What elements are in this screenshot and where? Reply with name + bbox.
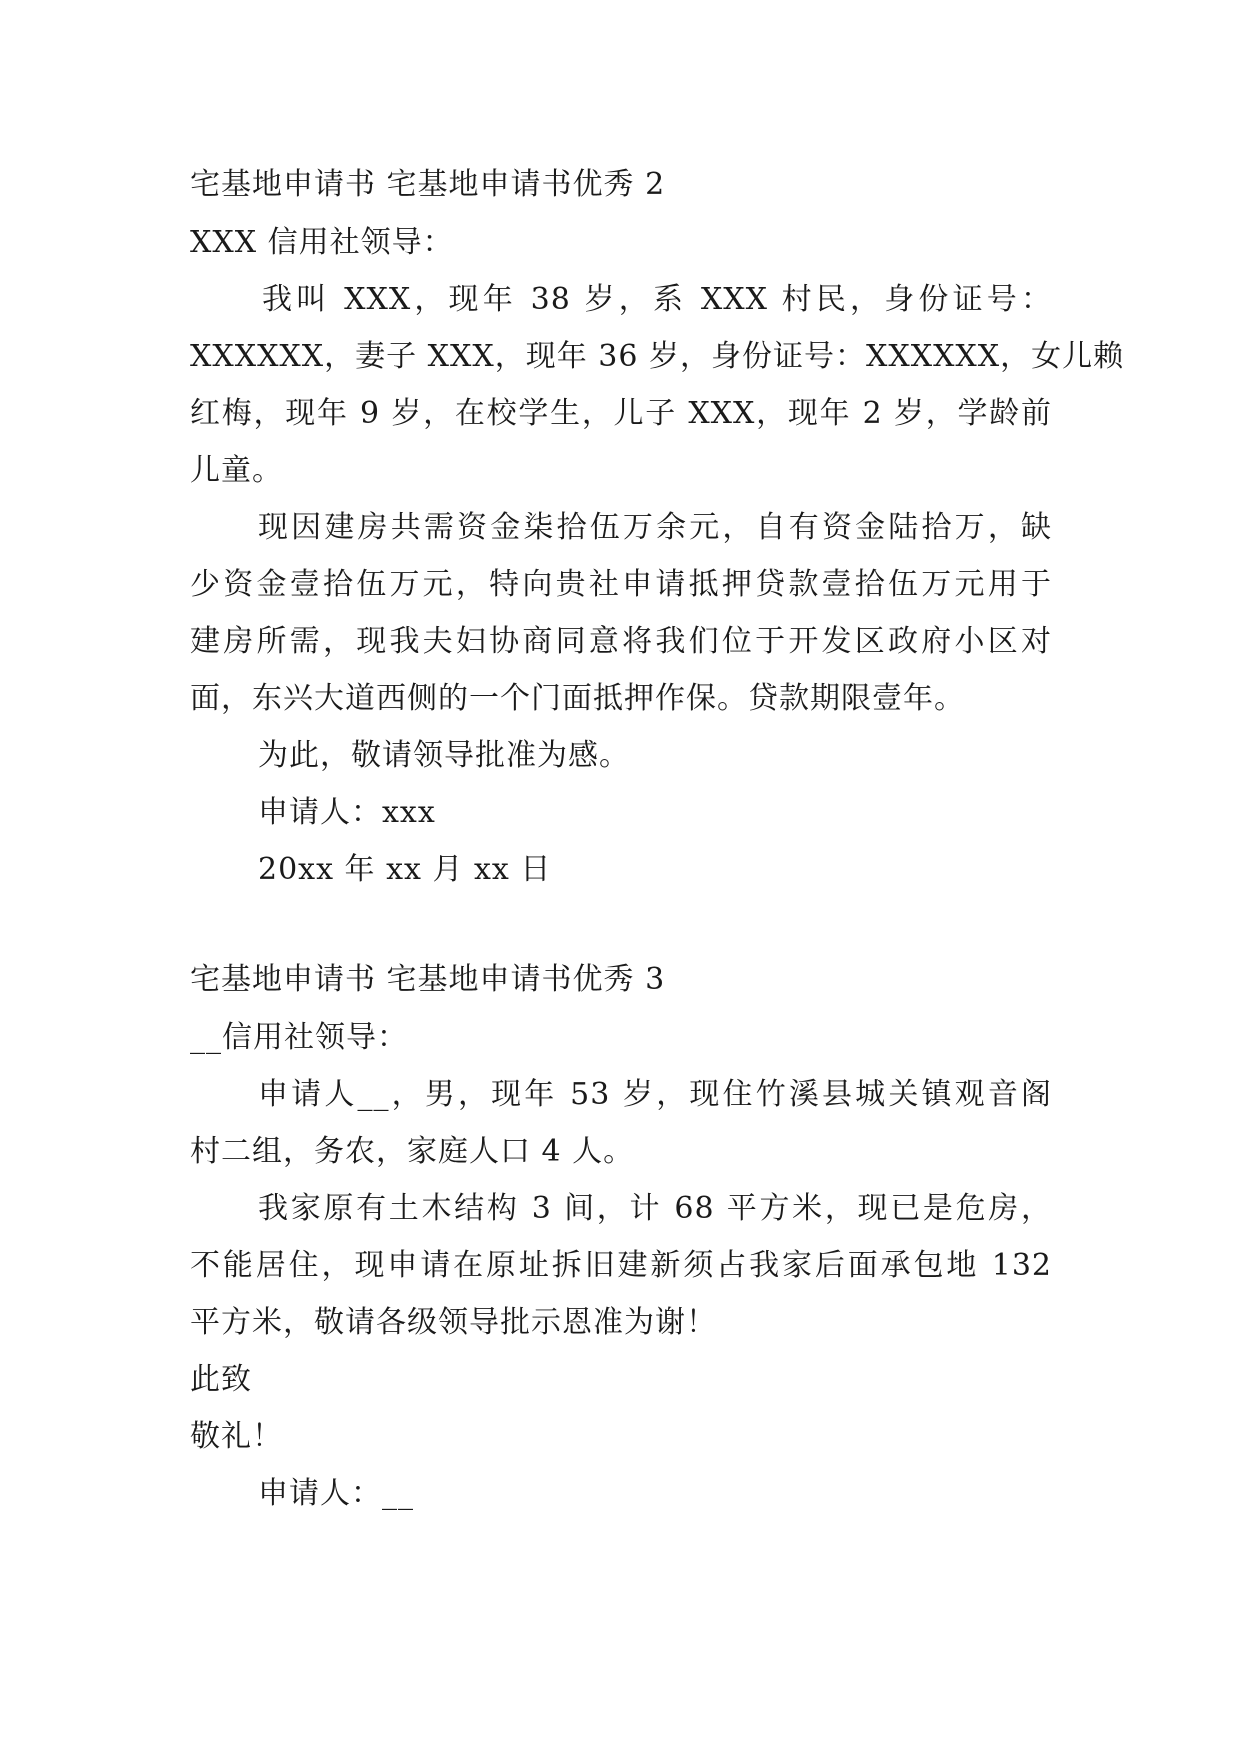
section2-applicant: 申请人：xxx bbox=[258, 795, 436, 830]
section2-salutation: XXX 信用社领导： bbox=[190, 225, 454, 260]
section2-paragraph1-line2: XXXXXX，妻子 XXX，现年 36 岁，身份证号：XXXXXX，女儿赖 bbox=[190, 339, 1125, 374]
section3-paragraph2-line2: 不能居住，现申请在原址拆旧建新须占我家后面承包地 132 bbox=[190, 1248, 1052, 1283]
section2-closing: 为此，敬请领导批准为感。 bbox=[258, 738, 630, 773]
section2-paragraph1-line3: 红梅，现年 9 岁，在校学生，儿子 XXX，现年 2 岁，学龄前 bbox=[190, 396, 1052, 431]
section2-title: 宅基地申请书 宅基地申请书优秀 2 bbox=[190, 167, 666, 202]
section2-paragraph1-line4: 儿童。 bbox=[190, 453, 283, 488]
section2-paragraph2-line1: 现因建房共需资金柒拾伍万余元，自有资金陆拾万，缺 bbox=[258, 510, 1052, 545]
section3-salutation: __信用社领导： bbox=[190, 1020, 408, 1055]
section3-paragraph1-line1: 申请人__，男，现年 53 岁，现住竹溪县城关镇观音阁 bbox=[258, 1077, 1052, 1112]
section2-paragraph2-line4: 面，东兴大道西侧的一个门面抵押作保。贷款期限壹年。 bbox=[190, 681, 965, 716]
section3-closing-regards: 敬礼！ bbox=[190, 1419, 283, 1454]
section2-paragraph1-line1: 我叫 XXX，现年 38 岁，系 XXX 村民，身份证号： bbox=[262, 282, 1052, 317]
section3-paragraph1-line2: 村二组，务农，家庭人口 4 人。 bbox=[190, 1134, 635, 1169]
section2-paragraph2-line2: 少资金壹拾伍万元，特向贵社申请抵押贷款壹拾伍万元用于 bbox=[190, 567, 1052, 602]
section3-closing-salute: 此致 bbox=[190, 1362, 252, 1397]
section3-applicant: 申请人：__ bbox=[258, 1476, 414, 1511]
section3-paragraph2-line1: 我家原有土木结构 3 间，计 68 平方米，现已是危房， bbox=[258, 1191, 1052, 1226]
section2-paragraph2-line3: 建房所需，现我夫妇协商同意将我们位于开发区政府小区对 bbox=[190, 624, 1052, 659]
section3-title: 宅基地申请书 宅基地申请书优秀 3 bbox=[190, 962, 666, 997]
section2-date: 20xx 年 xx 月 xx 日 bbox=[258, 852, 552, 887]
section3-paragraph2-line3: 平方米，敬请各级领导批示恩准为谢！ bbox=[190, 1305, 717, 1340]
